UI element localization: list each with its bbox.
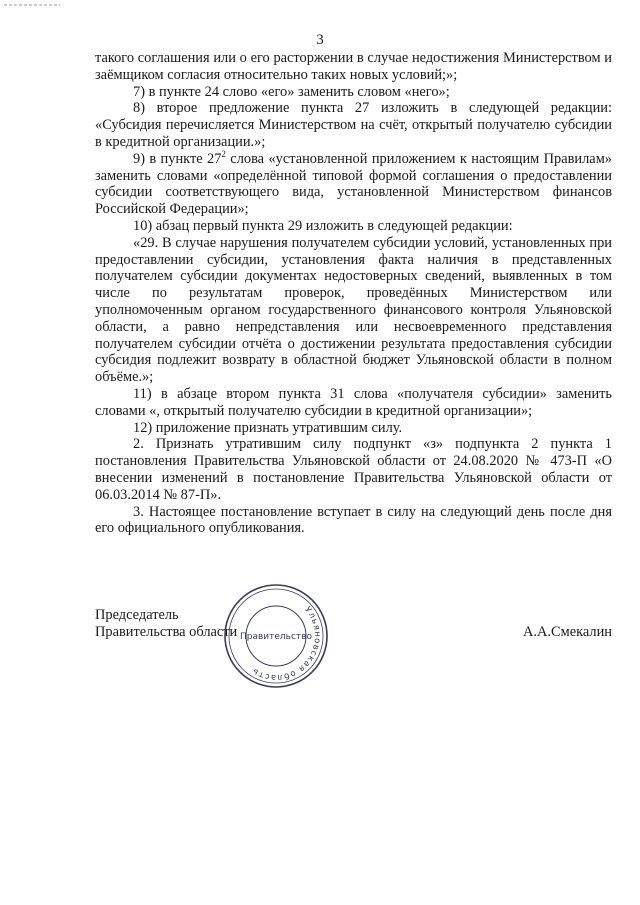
signature-block (95, 607, 612, 641)
item-9-superscript: 2 (221, 148, 226, 159)
paragraph-item-8: 8) второе предложение пункта 27 изложить в следующей редакции: «Субсидия перечисляется Министерством на счёт, открытый получателю субсидии в кредитной организации.»; (95, 100, 612, 150)
paragraph-continuation: такого соглашения или о его расторжении в случае недостижения Министерством и заёмщиком согласия относительно таких новых условий;»; (95, 50, 612, 83)
signatory-title-line1: Председатель (95, 607, 179, 623)
document-body (95, 50, 612, 537)
official-seal-stamp (221, 581, 331, 691)
signatory-name: А.А.Смекалин (523, 624, 612, 640)
svg-text:Ульяновская область: Ульяновская область (250, 604, 323, 683)
svg-text:Правительство: Правительство (240, 632, 312, 642)
scan-artifact-mark (4, 2, 60, 8)
item-9-text-rest: слова «установленной приложением к настоящим Правилам» заменить словами «определённой типовой формой соглашения о предоставлении субсидии соответствующего вида, установленной Министерством финансов Российской Федерации»; (95, 150, 612, 218)
paragraph-item-10: 10) абзац первый пункта 29 изложить в следующей редакции: (133, 217, 513, 234)
paragraph-item-11: 11) в абзаце втором пункта 31 слова «получателя субсидии» заменить словами «, открытый получателю субсидии в кредитной организации»; (95, 385, 612, 419)
paragraph-item-7: 7) в пункте 24 слово «его» заменить словом «него»; (133, 83, 450, 100)
paragraph-item-12: 12) приложение признать утратившим силу. (133, 419, 403, 436)
paragraph-clause-3: 3. Настоящее постановление вступает в силу на следующий день после дня его официального опубликования. (95, 503, 612, 537)
paragraph-clause-2: 2. Признать утратившим силу подпункт «з» подпункта 2 пункта 1 постановления Правительства Ульяновской области от 24.08.2020 № 473-П «О внесении изменений в постановление Правительства Ульяновской области от 06.03.2014 № 87-П». (95, 436, 612, 503)
paragraph-quote-29: «29. В случае нарушения получателем субсидии условий, установленных при предоставлении субсидии, установления факта наличия в представленных получателем субсидии документах недостоверных сведений, выявленных в том числе по результатам проверок, проведённых Министерством или уполномоченным органом государственного финансового контроля Ульяновской области, а равно непредставления или несвоевременного представления получателем субсидии отчёта о достижении результата предоставления субсидии субсидия подлежит возврату в областной бюджет Ульяновской области в полном объёме.»; (95, 234, 612, 386)
signatory-title-line2: Правительства области (95, 624, 238, 640)
paragraph-item-9 (95, 148, 612, 218)
page-number: 3 (316, 32, 324, 48)
item-9-text-start: 9) в пункте 27 (133, 150, 222, 167)
